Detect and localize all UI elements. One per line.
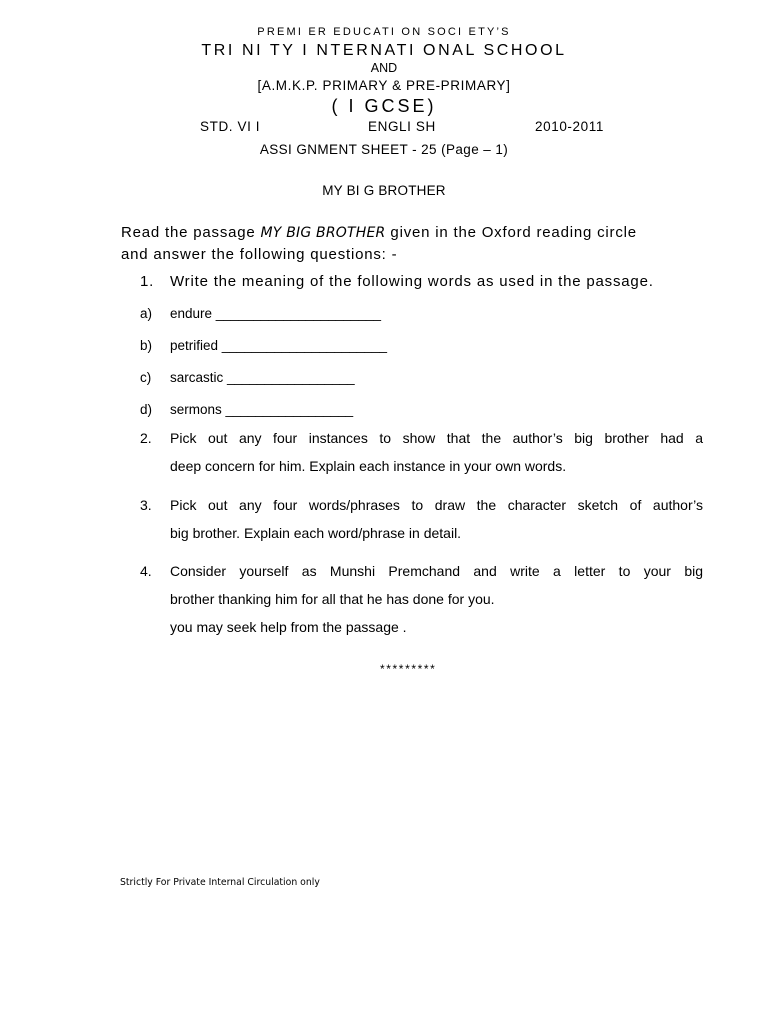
header-and: AND [370, 61, 398, 75]
question-2-line: Pick out any four instances to show that the author’s big brother had a [170, 430, 703, 446]
page-title: MY BI G BROTHER [322, 183, 446, 198]
question-1-number: 1. [140, 273, 155, 290]
instructions-prefix: Read the passage [121, 224, 261, 241]
passage-title: MY BIG BROTHER [260, 225, 386, 241]
question-2-text [170, 424, 703, 480]
instructions-line-1 [121, 222, 706, 244]
word-item-petrified: petrified ______________________ [170, 338, 387, 353]
word-item-endure: endure ______________________ [170, 306, 381, 321]
question-3-text [170, 491, 703, 547]
question-1-text: Write the meaning of the following words as used in the passage. [170, 273, 654, 290]
question-4-line: you may seek help from the passage . [170, 619, 407, 635]
word-item-letter: a) [140, 306, 153, 321]
circulation-notice: Strictly For Private Internal Circulation only [120, 877, 320, 888]
word-item-letter: d) [140, 402, 153, 417]
subject-label: ENGLI SH [368, 119, 436, 134]
instructions-suffix: given in the Oxford reading circle [385, 224, 637, 241]
end-marker: ********* [380, 662, 437, 676]
question-3-line: big brother. Explain each word/phrase in detail. [170, 525, 462, 541]
question-2-number: 2. [140, 430, 152, 446]
instructions [121, 222, 706, 266]
question-4-number: 4. [140, 563, 152, 579]
word-item-sermons: sermons _________________ [170, 402, 354, 417]
society-name: PREMI ER EDUCATI ON SOCI ETY’S [257, 26, 511, 38]
academic-year: 2010-2011 [535, 119, 604, 134]
question-3-number: 3. [140, 497, 152, 513]
assignment-sheet-label: ASSI GNMENT SHEET - 25 (Page – 1) [259, 142, 509, 157]
question-4-text [170, 557, 703, 641]
question-2-line: deep concern for him. Explain each instance in your own words. [170, 458, 567, 474]
instructions-line-2: and answer the following questions: - [121, 246, 398, 263]
question-4-line: brother thanking him for all that he has done for you. [170, 591, 495, 607]
word-item-letter: b) [140, 338, 153, 353]
school-name: TRI NI TY I NTERNATI ONAL SCHOOL [201, 42, 567, 59]
branch-name: [A.M.K.P. PRIMARY & PRE-PRIMARY] [257, 78, 511, 93]
word-item-letter: c) [140, 370, 152, 385]
question-3-line: Pick out any four words/phrases to draw the character sketch of author’s [170, 497, 703, 513]
question-4-line: Consider yourself as Munshi Premchand and write a letter to your big [170, 563, 703, 579]
word-item-sarcastic: sarcastic _________________ [170, 370, 355, 385]
board-name: ( I GCSE) [331, 96, 437, 116]
standard-label: STD. VI I [200, 119, 261, 134]
